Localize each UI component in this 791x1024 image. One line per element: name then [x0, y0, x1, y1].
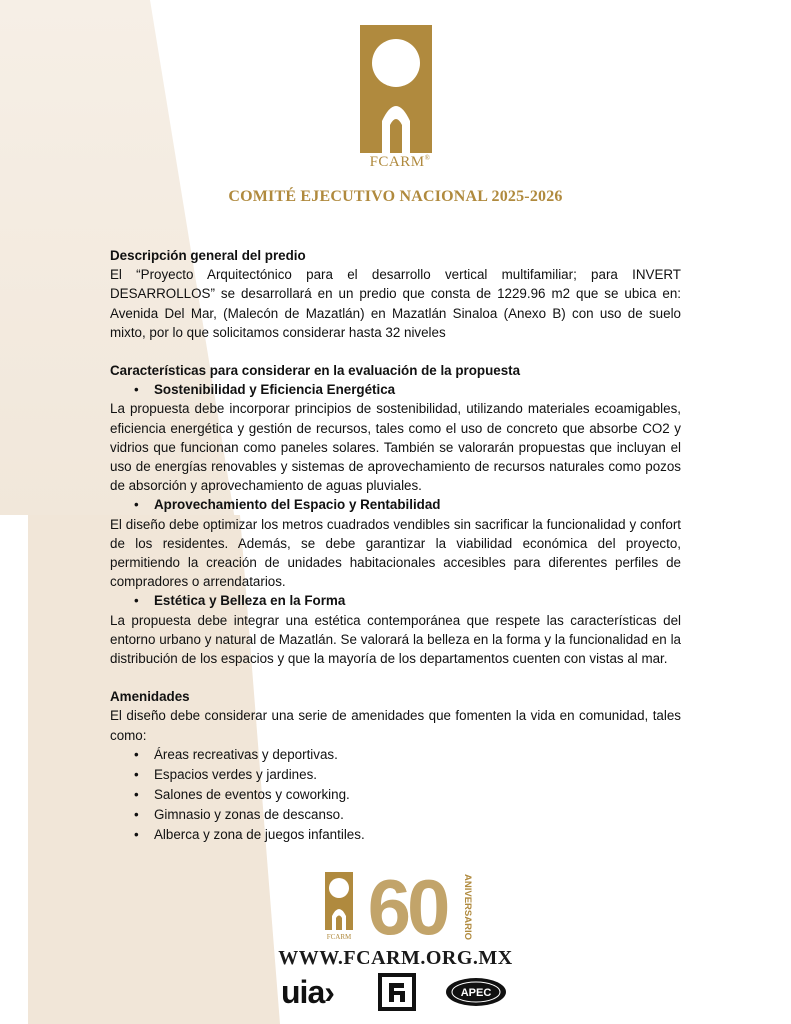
bullet-icon: • — [134, 382, 139, 398]
bullet-icon: • — [134, 497, 139, 513]
anniversary-caption: FCARM — [326, 933, 352, 941]
fcarm-logo-icon — [360, 25, 432, 153]
list-item: • Gimnasio y zonas de descanso. — [110, 805, 681, 825]
bullet-icon: • — [134, 827, 139, 843]
subheading-estetica: • Estética y Belleza en la Forma — [110, 591, 681, 610]
document-body — [110, 246, 681, 845]
amenities-list — [110, 745, 681, 845]
bullet-icon: • — [134, 767, 139, 783]
list-item: • Alberca y zona de juegos infantiles. — [110, 825, 681, 845]
list-item: • Salones de eventos y coworking. — [110, 785, 681, 805]
apec-text: APEC — [460, 987, 492, 999]
paragraph-predio: El “Proyecto Arquitectónico para el desarrollo vertical multifamiliar; para INVERT DESARROLLOS” se desarrollará en un predio que consta de 1229.96 m2 que se ubica en: Avenida Del Mar, (Malecón de Mazatlán) en Mazatlán Sinaloa (Anexo B) con uso de suelo mixto, por lo que solicitamos considerar hasta 32 niveles — [110, 267, 681, 340]
anniversary-logo-icon — [323, 868, 473, 943]
bullet-icon: • — [134, 593, 139, 609]
subheading-sostenibilidad: • Sostenibilidad y Eficiencia Energética — [110, 380, 681, 399]
list-item: • Áreas recreativas y deportivas. — [110, 745, 681, 765]
bullet-icon: • — [134, 747, 139, 763]
paragraph-espacio: El diseño debe optimizar los metros cuadrados vendibles sin sacrificar la funcionalidad y confort de los residentes. Además, se debe garantizar la viabilidad económica del proyecto, permitiendo la creación de unidades habitacionales accesibles para diferentes perfiles de compradores o arrendatarios. — [110, 516, 681, 590]
anniversary-label: ANIVERSARIO — [462, 874, 473, 940]
committee-title: COMITÉ EJECUTIVO NACIONAL 2025-2026 — [228, 188, 563, 205]
bullet-icon: • — [134, 807, 139, 823]
paragraph-estetica: La propuesta debe integrar una estética contemporánea que respete las características del entorno urbano y natural de Mazatlán. Se valorará la belleza en la forma y la funcionalidad en la distribución de los espacios y que la mayoría de los departamentos cuenten con vistas al mar. — [110, 612, 681, 667]
paragraph-sostenibilidad: La propuesta debe incorporar principios de sostenibilidad, utilizando materiales ecoamigables, eficiencia energética y gestión de recursos, tales como el uso de concreto que absorbe CO2 y vidrios que funcionan como paneles solares. También se valorarán propuestas que incluyan el uso de energías renovables y sistemas de aprovechamiento de recursos naturales como pozos de absorción y aprovechamiento de aguas pluviales. — [110, 401, 681, 494]
website-link[interactable]: WWW.FCARM.ORG.MX — [278, 947, 513, 969]
list-item: • Espacios verdes y jardines. — [110, 765, 681, 785]
subheading-espacio: • Aprovechamiento del Espacio y Rentabilidad — [110, 495, 681, 514]
paragraph-amenidades: El diseño debe considerar una serie de amenidades que fomenten la vida en comunidad, tales como: — [110, 708, 681, 743]
section-heading-caracteristicas: Características para considerar en la evaluación de la propuesta — [110, 363, 521, 379]
fa-logo-icon — [378, 973, 416, 1011]
section-heading-predio: Descripción general del predio — [110, 248, 306, 263]
anniversary-number: 60 — [367, 868, 447, 943]
apec-logo-icon — [445, 977, 507, 1007]
section-heading-amenidades: Amenidades — [110, 689, 190, 705]
bullet-icon: • — [134, 787, 139, 803]
uia-logo: uia› — [281, 974, 334, 1010]
logo-caption: FCARM® — [369, 154, 431, 170]
